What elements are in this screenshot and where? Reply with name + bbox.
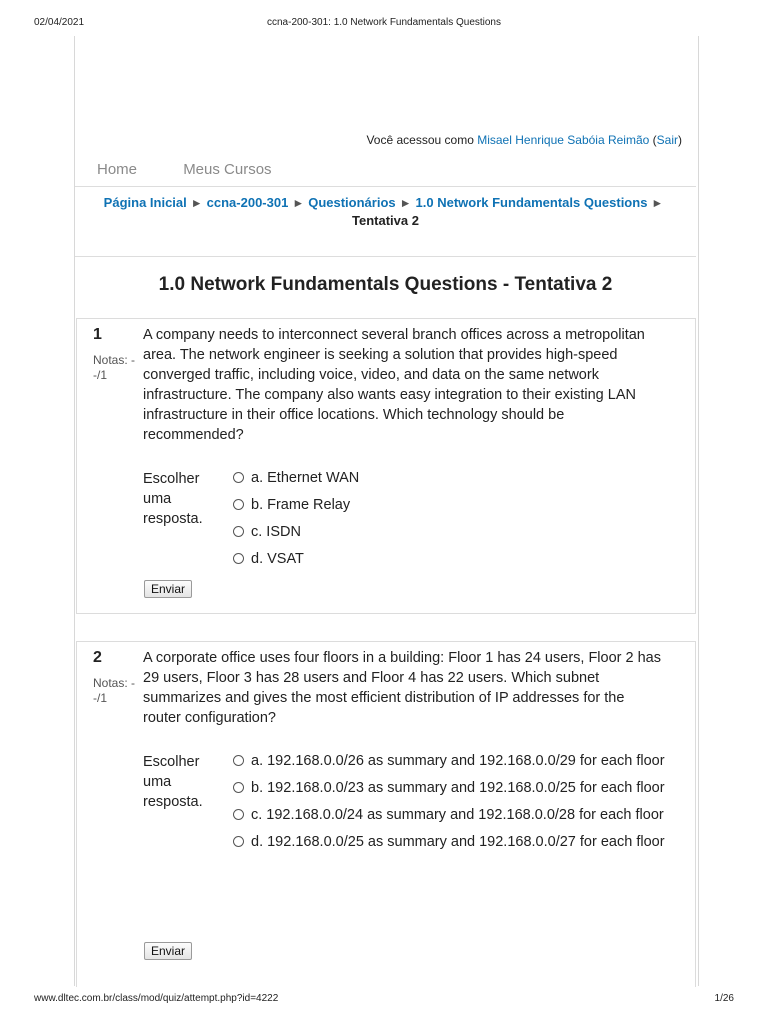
- option-label: a. 192.168.0.0/26 as summary and 192.168.0.0/29 for each floor: [251, 753, 665, 769]
- page-counter: 1/26: [714, 993, 734, 1004]
- option-label: d. 192.168.0.0/25 as summary and 192.168.0.0/27 for each floor: [251, 834, 665, 850]
- breadcrumb-separator: ►: [292, 196, 305, 210]
- radio-button[interactable]: [233, 499, 244, 510]
- user-profile-link[interactable]: Misael Henrique Sabóia Reimão: [477, 133, 650, 147]
- divider: [75, 256, 696, 257]
- answer-prompt: Escolher uma resposta.: [143, 754, 203, 810]
- breadcrumb-quiz[interactable]: 1.0 Network Fundamentals Questions: [415, 195, 648, 210]
- answer-option[interactable]: [231, 805, 671, 825]
- answer-option[interactable]: [231, 778, 671, 798]
- answer-option[interactable]: [231, 522, 671, 542]
- login-prefix: Você acessou como: [366, 133, 474, 147]
- question-card: [76, 641, 696, 987]
- radio-button[interactable]: [233, 782, 244, 793]
- option-label: c. ISDN: [251, 524, 301, 540]
- login-info: Você acessou como Misael Henrique Sabóia Reimão (Sair): [366, 133, 682, 147]
- print-header: [0, 17, 768, 31]
- option-label: b. Frame Relay: [251, 497, 351, 513]
- submit-button[interactable]: Enviar: [144, 942, 192, 960]
- question-text: A company needs to interconnect several branch offices across a metropolitan area. The network engineer is seeking a solution that provides high-speed converged traffic, including voice, video, and data on the same network infrastructure. The company also wants easy integration to their existing LAN infrastructure in their office locations. Which technology should be recommended?: [143, 327, 645, 443]
- breadcrumb-quizzes[interactable]: Questionários: [308, 195, 396, 210]
- breadcrumb-separator: ►: [190, 196, 203, 210]
- answer-prompt: Escolher uma resposta.: [143, 471, 203, 527]
- answer-option[interactable]: [231, 495, 671, 515]
- question-card: [76, 318, 696, 614]
- radio-button[interactable]: [233, 472, 244, 483]
- question-number: 1: [93, 326, 102, 343]
- question-text: A corporate office uses four floors in a building: Floor 1 has 24 users, Floor 2 has 29 users, Floor 3 has 28 users and Floor 4 has 22 users. Which subnet summarizes and gives the most efficient distribution of IP addresses for the router configuration?: [143, 650, 661, 726]
- print-date: 02/04/2021: [34, 17, 85, 28]
- radio-button[interactable]: [233, 755, 244, 766]
- answer-option[interactable]: [231, 468, 671, 488]
- answer-option[interactable]: [231, 549, 671, 569]
- option-label: c. 192.168.0.0/24 as summary and 192.168.0.0/28 for each floor: [251, 807, 664, 823]
- question-grade: Notas: --/1: [93, 676, 136, 705]
- breadcrumb-current: Tentativa 2: [352, 213, 419, 228]
- top-nav: [97, 161, 314, 178]
- breadcrumb-separator: ►: [399, 196, 412, 210]
- breadcrumb-course[interactable]: ccna-200-301: [206, 195, 289, 210]
- option-label: b. 192.168.0.0/23 as summary and 192.168.0.0/25 for each floor: [251, 780, 665, 796]
- breadcrumb: [75, 194, 696, 230]
- logout-link[interactable]: Sair: [656, 133, 678, 147]
- option-label: a. Ethernet WAN: [251, 470, 360, 486]
- answer-options: [231, 468, 671, 576]
- radio-button[interactable]: [233, 809, 244, 820]
- nav-home[interactable]: Home: [97, 161, 138, 178]
- nav-my-courses[interactable]: Meus Cursos: [183, 161, 272, 178]
- option-label: d. VSAT: [251, 551, 304, 567]
- question-number: 2: [93, 649, 102, 666]
- submit-button[interactable]: Enviar: [144, 580, 192, 598]
- page-title: 1.0 Network Fundamentals Questions - Tentativa 2: [158, 274, 613, 295]
- print-url: www.dltec.com.br/class/mod/quiz/attempt.php?id=4222: [34, 993, 279, 1004]
- answer-options: [231, 751, 671, 859]
- print-title: ccna-200-301: 1.0 Network Fundamentals Questions: [266, 17, 501, 28]
- radio-button[interactable]: [233, 553, 244, 564]
- radio-button[interactable]: [233, 526, 244, 537]
- breadcrumb-home[interactable]: Página Inicial: [103, 195, 187, 210]
- radio-button[interactable]: [233, 836, 244, 847]
- question-grade: Notas: --/1: [93, 353, 136, 382]
- print-footer: [0, 993, 768, 1007]
- answer-option[interactable]: [231, 751, 671, 771]
- divider: [75, 186, 696, 187]
- answer-option[interactable]: [231, 832, 671, 852]
- breadcrumb-separator: ►: [651, 196, 664, 210]
